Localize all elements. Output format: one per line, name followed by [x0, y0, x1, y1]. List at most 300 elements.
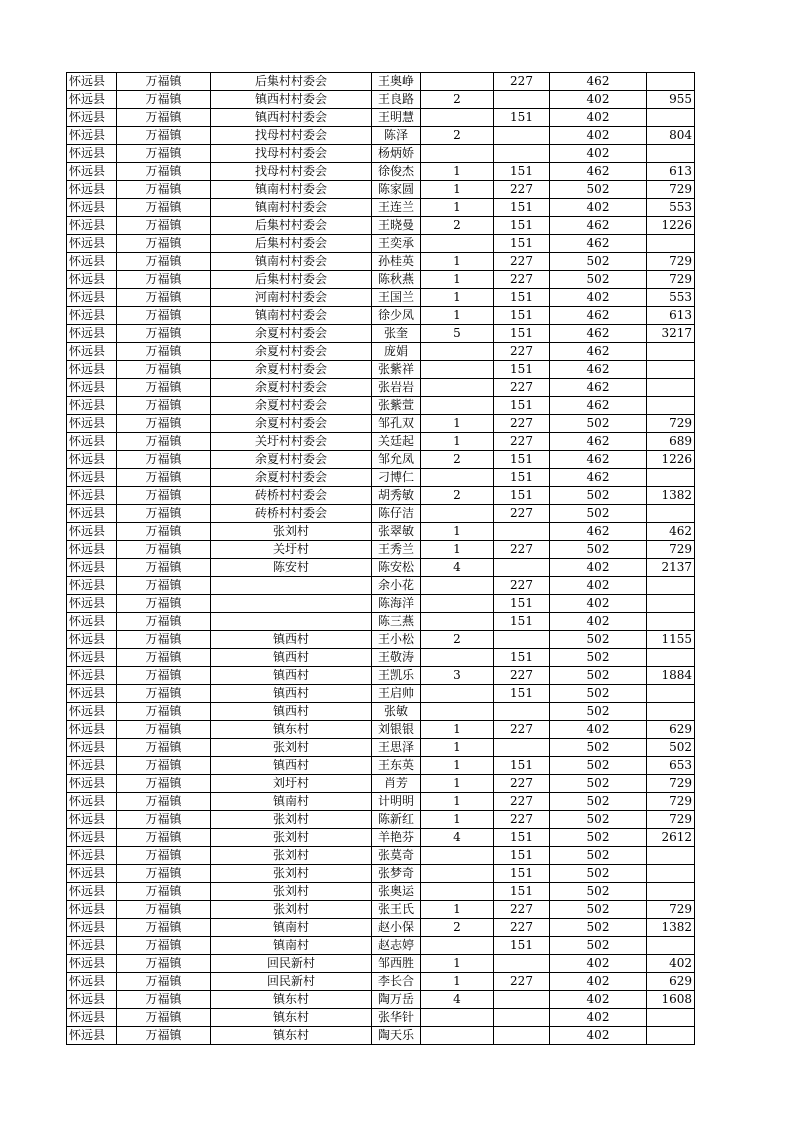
cell-amount-b: 402	[550, 955, 647, 973]
table-row	[67, 235, 695, 253]
cell-village: 陈安村	[211, 559, 372, 577]
cell-total: 553	[647, 289, 695, 307]
cell-amount-a	[494, 955, 550, 973]
cell-count: 2	[421, 487, 494, 505]
cell-name: 孙桂英	[372, 253, 421, 271]
cell-county: 怀远县	[67, 757, 117, 775]
cell-amount-b: 462	[550, 469, 647, 487]
table-row	[67, 127, 695, 145]
cell-village: 回民新村	[211, 955, 372, 973]
table-row	[67, 199, 695, 217]
table-row	[67, 379, 695, 397]
cell-total	[647, 883, 695, 901]
cell-name: 陈安松	[372, 559, 421, 577]
cell-county: 怀远县	[67, 991, 117, 1009]
cell-count: 1	[421, 901, 494, 919]
cell-count: 1	[421, 415, 494, 433]
cell-town: 万福镇	[117, 109, 211, 127]
table-row	[67, 577, 695, 595]
cell-total: 1608	[647, 991, 695, 1009]
cell-village: 关圩村	[211, 541, 372, 559]
cell-amount-b: 502	[550, 793, 647, 811]
cell-amount-a: 227	[494, 973, 550, 991]
cell-total: 1884	[647, 667, 695, 685]
cell-total: 402	[647, 955, 695, 973]
table-row	[67, 307, 695, 325]
cell-name: 王连兰	[372, 199, 421, 217]
cell-count	[421, 379, 494, 397]
cell-county: 怀远县	[67, 901, 117, 919]
cell-village: 余夏村村委会	[211, 379, 372, 397]
cell-village: 张刘村	[211, 847, 372, 865]
cell-amount-a: 151	[494, 163, 550, 181]
cell-town: 万福镇	[117, 955, 211, 973]
cell-count: 3	[421, 667, 494, 685]
cell-count	[421, 847, 494, 865]
cell-town: 万福镇	[117, 73, 211, 91]
cell-amount-b: 462	[550, 379, 647, 397]
cell-total	[647, 865, 695, 883]
cell-count	[421, 937, 494, 955]
cell-amount-a: 227	[494, 667, 550, 685]
cell-count	[421, 703, 494, 721]
cell-name: 李长合	[372, 973, 421, 991]
cell-village	[211, 613, 372, 631]
cell-amount-b: 502	[550, 739, 647, 757]
cell-amount-a	[494, 1027, 550, 1045]
cell-village: 张刘村	[211, 865, 372, 883]
cell-name: 王良路	[372, 91, 421, 109]
cell-amount-b: 462	[550, 397, 647, 415]
cell-name: 张梦奇	[372, 865, 421, 883]
cell-town: 万福镇	[117, 649, 211, 667]
cell-amount-b: 502	[550, 937, 647, 955]
cell-name: 王思泽	[372, 739, 421, 757]
cell-town: 万福镇	[117, 577, 211, 595]
cell-name: 王国兰	[372, 289, 421, 307]
cell-amount-b: 402	[550, 145, 647, 163]
cell-village: 镇南村村委会	[211, 199, 372, 217]
cell-town: 万福镇	[117, 271, 211, 289]
cell-amount-b: 402	[550, 1027, 647, 1045]
cell-total: 729	[647, 901, 695, 919]
cell-total: 729	[647, 775, 695, 793]
table-row	[67, 217, 695, 235]
cell-total	[647, 73, 695, 91]
cell-amount-b: 502	[550, 505, 647, 523]
cell-town: 万福镇	[117, 127, 211, 145]
table-row	[67, 289, 695, 307]
cell-amount-a: 227	[494, 379, 550, 397]
table-row	[67, 109, 695, 127]
cell-amount-b: 502	[550, 253, 647, 271]
cell-town: 万福镇	[117, 397, 211, 415]
cell-village: 找母村村委会	[211, 127, 372, 145]
cell-county: 怀远县	[67, 415, 117, 433]
table-row	[67, 343, 695, 361]
table-row	[67, 685, 695, 703]
cell-count: 1	[421, 955, 494, 973]
cell-village: 找母村村委会	[211, 163, 372, 181]
cell-town: 万福镇	[117, 415, 211, 433]
cell-village	[211, 595, 372, 613]
table-row	[67, 775, 695, 793]
cell-count: 4	[421, 829, 494, 847]
cell-count: 1	[421, 811, 494, 829]
cell-count: 1	[421, 307, 494, 325]
cell-amount-a: 151	[494, 757, 550, 775]
cell-town: 万福镇	[117, 289, 211, 307]
table-row	[67, 163, 695, 181]
cell-total	[647, 145, 695, 163]
cell-name: 杨炳娇	[372, 145, 421, 163]
cell-name: 徐俊杰	[372, 163, 421, 181]
cell-county: 怀远县	[67, 847, 117, 865]
cell-village: 镇南村村委会	[211, 253, 372, 271]
cell-amount-a: 227	[494, 721, 550, 739]
table-row	[67, 613, 695, 631]
cell-village: 张刘村	[211, 829, 372, 847]
cell-county: 怀远县	[67, 973, 117, 991]
cell-village: 关圩村村委会	[211, 433, 372, 451]
cell-county: 怀远县	[67, 883, 117, 901]
table-row	[67, 883, 695, 901]
cell-total: 1382	[647, 487, 695, 505]
cell-total: 729	[647, 415, 695, 433]
table-row	[67, 253, 695, 271]
cell-village: 张刘村	[211, 811, 372, 829]
cell-name: 徐少凤	[372, 307, 421, 325]
cell-amount-b: 402	[550, 595, 647, 613]
cell-total	[647, 109, 695, 127]
cell-town: 万福镇	[117, 757, 211, 775]
cell-name: 陈秋燕	[372, 271, 421, 289]
cell-town: 万福镇	[117, 631, 211, 649]
cell-count: 1	[421, 163, 494, 181]
cell-amount-a: 151	[494, 649, 550, 667]
cell-village: 镇南村	[211, 937, 372, 955]
cell-town: 万福镇	[117, 991, 211, 1009]
cell-county: 怀远县	[67, 775, 117, 793]
cell-amount-b: 502	[550, 865, 647, 883]
cell-total	[647, 361, 695, 379]
cell-amount-a: 227	[494, 775, 550, 793]
cell-amount-a	[494, 991, 550, 1009]
cell-amount-a: 151	[494, 469, 550, 487]
cell-county: 怀远县	[67, 955, 117, 973]
cell-amount-a	[494, 739, 550, 757]
cell-total	[647, 379, 695, 397]
cell-total	[647, 343, 695, 361]
cell-village: 镇东村	[211, 1009, 372, 1027]
cell-count: 1	[421, 523, 494, 541]
cell-name: 邹孔双	[372, 415, 421, 433]
cell-count: 2	[421, 631, 494, 649]
cell-town: 万福镇	[117, 811, 211, 829]
cell-county: 怀远县	[67, 1027, 117, 1045]
cell-town: 万福镇	[117, 919, 211, 937]
cell-amount-a: 227	[494, 793, 550, 811]
cell-amount-a	[494, 91, 550, 109]
cell-total	[647, 847, 695, 865]
cell-total: 1382	[647, 919, 695, 937]
cell-village: 砖桥村村委会	[211, 487, 372, 505]
table-row	[67, 595, 695, 613]
cell-total: 729	[647, 271, 695, 289]
cell-total: 2137	[647, 559, 695, 577]
table-row	[67, 469, 695, 487]
cell-county: 怀远县	[67, 397, 117, 415]
cell-town: 万福镇	[117, 829, 211, 847]
cell-county: 怀远县	[67, 145, 117, 163]
cell-name: 王秀兰	[372, 541, 421, 559]
cell-total	[647, 235, 695, 253]
cell-town: 万福镇	[117, 937, 211, 955]
cell-county: 怀远县	[67, 721, 117, 739]
cell-county: 怀远县	[67, 793, 117, 811]
cell-county: 怀远县	[67, 649, 117, 667]
table-row	[67, 451, 695, 469]
cell-total	[647, 613, 695, 631]
cell-amount-a: 151	[494, 235, 550, 253]
cell-count: 5	[421, 325, 494, 343]
cell-county: 怀远县	[67, 181, 117, 199]
cell-town: 万福镇	[117, 613, 211, 631]
cell-county: 怀远县	[67, 253, 117, 271]
cell-count: 2	[421, 91, 494, 109]
cell-amount-b: 402	[550, 613, 647, 631]
cell-amount-a: 151	[494, 217, 550, 235]
table-row	[67, 487, 695, 505]
cell-amount-b: 502	[550, 685, 647, 703]
cell-village: 镇东村	[211, 1027, 372, 1045]
cell-amount-b: 462	[550, 235, 647, 253]
cell-county: 怀远县	[67, 343, 117, 361]
cell-town: 万福镇	[117, 721, 211, 739]
cell-village: 镇西村村委会	[211, 109, 372, 127]
cell-county: 怀远县	[67, 163, 117, 181]
cell-name: 王东英	[372, 757, 421, 775]
cell-village: 回民新村	[211, 973, 372, 991]
cell-total	[647, 703, 695, 721]
cell-name: 王明慧	[372, 109, 421, 127]
cell-village: 镇西村	[211, 631, 372, 649]
cell-town: 万福镇	[117, 307, 211, 325]
cell-total	[647, 577, 695, 595]
cell-town: 万福镇	[117, 379, 211, 397]
cell-village: 余夏村村委会	[211, 325, 372, 343]
cell-county: 怀远县	[67, 199, 117, 217]
cell-village: 镇南村村委会	[211, 307, 372, 325]
cell-county: 怀远县	[67, 307, 117, 325]
cell-name: 陈泽	[372, 127, 421, 145]
cell-town: 万福镇	[117, 973, 211, 991]
cell-town: 万福镇	[117, 595, 211, 613]
cell-village: 刘圩村	[211, 775, 372, 793]
cell-amount-a: 151	[494, 199, 550, 217]
cell-county: 怀远县	[67, 523, 117, 541]
cell-name: 余小花	[372, 577, 421, 595]
cell-amount-b: 502	[550, 649, 647, 667]
cell-amount-a: 151	[494, 397, 550, 415]
cell-town: 万福镇	[117, 217, 211, 235]
cell-amount-a: 151	[494, 289, 550, 307]
cell-amount-b: 502	[550, 847, 647, 865]
cell-count	[421, 649, 494, 667]
cell-county: 怀远县	[67, 91, 117, 109]
cell-amount-a: 227	[494, 919, 550, 937]
cell-total	[647, 649, 695, 667]
cell-name: 羊艳芬	[372, 829, 421, 847]
cell-count	[421, 685, 494, 703]
cell-name: 陈仔洁	[372, 505, 421, 523]
cell-count	[421, 397, 494, 415]
cell-total: 653	[647, 757, 695, 775]
cell-village: 镇东村	[211, 991, 372, 1009]
cell-village: 余夏村村委会	[211, 397, 372, 415]
cell-town: 万福镇	[117, 1027, 211, 1045]
cell-total: 804	[647, 127, 695, 145]
cell-count: 1	[421, 199, 494, 217]
table-row	[67, 145, 695, 163]
table-row	[67, 865, 695, 883]
cell-county: 怀远县	[67, 739, 117, 757]
cell-village: 张刘村	[211, 883, 372, 901]
cell-county: 怀远县	[67, 829, 117, 847]
cell-amount-a	[494, 1009, 550, 1027]
cell-name: 计明明	[372, 793, 421, 811]
cell-amount-a: 227	[494, 343, 550, 361]
cell-total: 613	[647, 307, 695, 325]
cell-name: 刁博仁	[372, 469, 421, 487]
cell-name: 张奥运	[372, 883, 421, 901]
cell-county: 怀远县	[67, 469, 117, 487]
cell-town: 万福镇	[117, 523, 211, 541]
cell-total: 3217	[647, 325, 695, 343]
cell-county: 怀远县	[67, 361, 117, 379]
cell-count: 1	[421, 253, 494, 271]
cell-total	[647, 595, 695, 613]
cell-count: 4	[421, 559, 494, 577]
cell-town: 万福镇	[117, 199, 211, 217]
cell-village: 余夏村村委会	[211, 469, 372, 487]
cell-village: 后集村村委会	[211, 217, 372, 235]
cell-total: 462	[647, 523, 695, 541]
cell-county: 怀远县	[67, 595, 117, 613]
cell-amount-a: 151	[494, 829, 550, 847]
cell-county: 怀远县	[67, 577, 117, 595]
cell-count: 1	[421, 793, 494, 811]
cell-amount-a: 151	[494, 613, 550, 631]
cell-amount-b: 462	[550, 433, 647, 451]
cell-town: 万福镇	[117, 541, 211, 559]
cell-town: 万福镇	[117, 469, 211, 487]
cell-village: 砖桥村村委会	[211, 505, 372, 523]
table-row	[67, 1027, 695, 1045]
cell-village	[211, 577, 372, 595]
cell-amount-a: 227	[494, 901, 550, 919]
cell-amount-a	[494, 523, 550, 541]
cell-name: 庞娟	[372, 343, 421, 361]
table-row	[67, 73, 695, 91]
cell-town: 万福镇	[117, 253, 211, 271]
cell-county: 怀远县	[67, 487, 117, 505]
cell-count: 1	[421, 973, 494, 991]
cell-town: 万福镇	[117, 559, 211, 577]
table-row	[67, 541, 695, 559]
table-row	[67, 937, 695, 955]
cell-amount-b: 402	[550, 973, 647, 991]
cell-amount-a: 227	[494, 577, 550, 595]
cell-town: 万福镇	[117, 433, 211, 451]
cell-county: 怀远县	[67, 127, 117, 145]
cell-name: 肖芳	[372, 775, 421, 793]
cell-count	[421, 469, 494, 487]
cell-county: 怀远县	[67, 811, 117, 829]
table-body	[67, 73, 695, 1045]
cell-amount-b: 402	[550, 109, 647, 127]
cell-town: 万福镇	[117, 181, 211, 199]
cell-count: 1	[421, 433, 494, 451]
cell-count: 1	[421, 739, 494, 757]
cell-amount-b: 402	[550, 577, 647, 595]
cell-county: 怀远县	[67, 541, 117, 559]
cell-town: 万福镇	[117, 1009, 211, 1027]
table-row	[67, 631, 695, 649]
cell-count	[421, 613, 494, 631]
cell-count: 4	[421, 991, 494, 1009]
cell-amount-b: 502	[550, 703, 647, 721]
cell-count	[421, 73, 494, 91]
table-row	[67, 667, 695, 685]
cell-name: 张紫萱	[372, 397, 421, 415]
cell-name: 张紫祥	[372, 361, 421, 379]
table-row	[67, 397, 695, 415]
table-row	[67, 181, 695, 199]
cell-county: 怀远县	[67, 379, 117, 397]
cell-village: 河南村村委会	[211, 289, 372, 307]
cell-amount-b: 502	[550, 919, 647, 937]
cell-town: 万福镇	[117, 703, 211, 721]
cell-count	[421, 145, 494, 163]
cell-name: 陈三燕	[372, 613, 421, 631]
cell-name: 陈海洋	[372, 595, 421, 613]
cell-amount-a: 227	[494, 433, 550, 451]
cell-total	[647, 397, 695, 415]
cell-county: 怀远县	[67, 433, 117, 451]
cell-amount-a: 151	[494, 685, 550, 703]
cell-amount-a: 151	[494, 883, 550, 901]
cell-amount-b: 502	[550, 811, 647, 829]
cell-town: 万福镇	[117, 793, 211, 811]
cell-total: 729	[647, 811, 695, 829]
cell-county: 怀远县	[67, 271, 117, 289]
cell-amount-a: 151	[494, 937, 550, 955]
cell-county: 怀远县	[67, 667, 117, 685]
cell-county: 怀远县	[67, 613, 117, 631]
cell-name: 张翠敏	[372, 523, 421, 541]
table-row	[67, 415, 695, 433]
cell-amount-b: 502	[550, 415, 647, 433]
cell-count: 2	[421, 127, 494, 145]
cell-amount-b: 502	[550, 757, 647, 775]
cell-total	[647, 505, 695, 523]
cell-village: 后集村村委会	[211, 235, 372, 253]
cell-count	[421, 1009, 494, 1027]
cell-total	[647, 1027, 695, 1045]
cell-count: 1	[421, 721, 494, 739]
cell-amount-a: 227	[494, 811, 550, 829]
